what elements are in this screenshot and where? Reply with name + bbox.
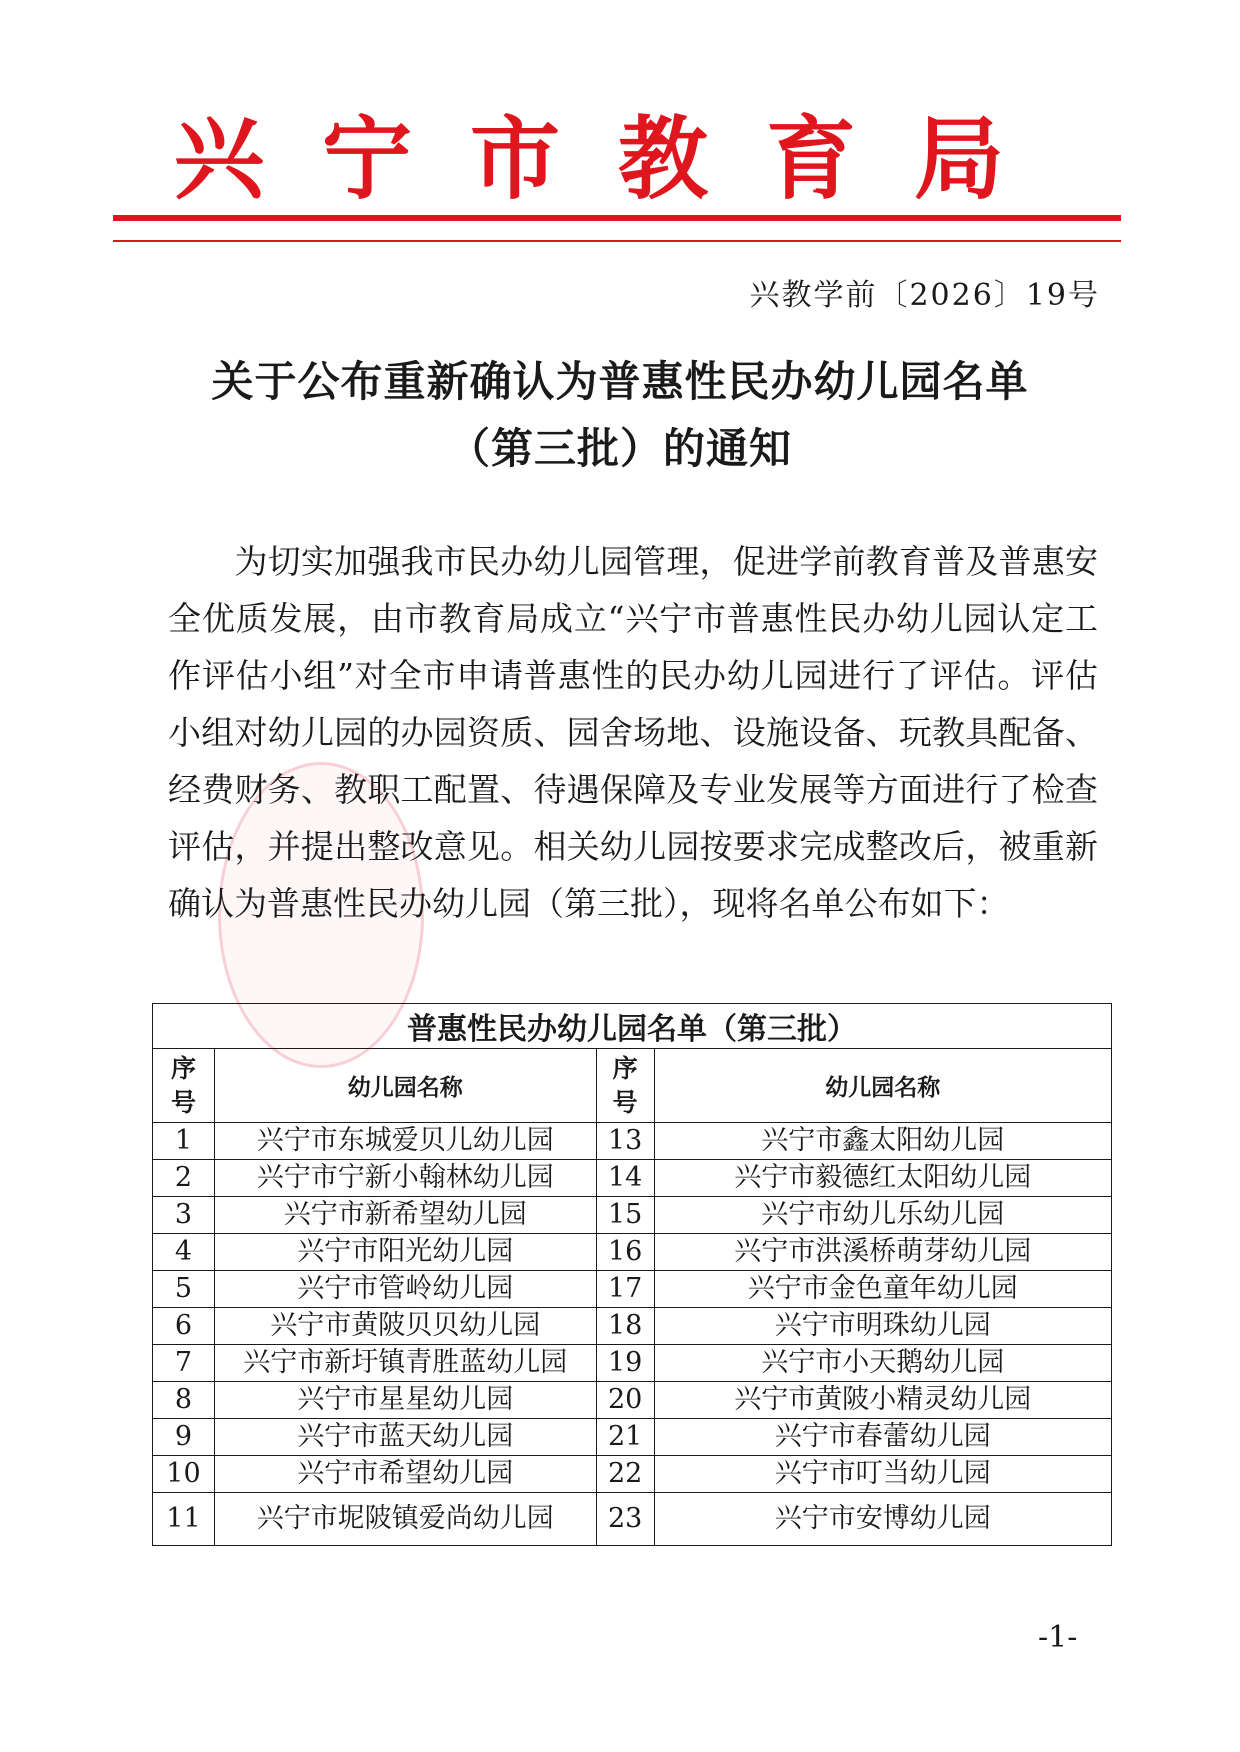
body-line: 经费财务、教职工配置、待遇保障及专业发展等方面进行了检查 [168, 770, 1098, 809]
name-cell: 兴宁市坭陂镇爱尚幼儿园 [214, 1493, 596, 1546]
name-cell: 兴宁市春蕾幼儿园 [654, 1419, 1111, 1456]
page-number: -1- [1038, 1620, 1078, 1655]
seq-cell: 20 [596, 1382, 654, 1419]
body-line: 作评估小组”对全市申请普惠性的民办幼儿园进行了评估。评估 [168, 656, 1098, 695]
seq-cell: 11 [153, 1493, 215, 1546]
seq-cell: 21 [596, 1419, 654, 1456]
table-body [153, 1123, 1112, 1546]
document-number: 兴教学前〔2026〕19号 [749, 278, 1100, 313]
name-cell: 兴宁市洪溪桥萌芽幼儿园 [654, 1234, 1111, 1271]
name-cell: 兴宁市宁新小翰林幼儿园 [214, 1160, 596, 1197]
name-cell: 兴宁市安博幼儿园 [654, 1493, 1111, 1546]
seq-cell: 19 [596, 1345, 654, 1382]
seq-cell: 6 [153, 1308, 215, 1345]
seq-cell: 4 [153, 1234, 215, 1271]
seq-cell: 2 [153, 1160, 215, 1197]
name-cell: 兴宁市东城爱贝儿幼儿园 [214, 1123, 596, 1160]
table-row [153, 1271, 1112, 1308]
name-cell: 兴宁市阳光幼儿园 [214, 1234, 596, 1271]
name-cell: 兴宁市新希望幼儿园 [214, 1197, 596, 1234]
seq-cell: 18 [596, 1308, 654, 1345]
seq-cell: 23 [596, 1493, 654, 1546]
table-row [153, 1123, 1112, 1160]
name-cell: 兴宁市新圩镇青胜蓝幼儿园 [214, 1345, 596, 1382]
table-row [153, 1308, 1112, 1345]
seq-cell: 1 [153, 1123, 215, 1160]
name-cell: 兴宁市希望幼儿园 [214, 1456, 596, 1493]
document-title-line-2: （第三批）的通知 [447, 424, 792, 473]
table-row [153, 1382, 1112, 1419]
table-row [153, 1234, 1112, 1271]
name-cell: 兴宁市叮当幼儿园 [654, 1456, 1111, 1493]
kindergarten-list-table [152, 1003, 1112, 1546]
name-cell: 兴宁市鑫太阳幼儿园 [654, 1123, 1111, 1160]
body-line: 全优质发展，由市教育局成立“兴宁市普惠性民办幼儿园认定工 [168, 599, 1098, 638]
letterhead-org-name: 兴宁市教育局 [174, 107, 1062, 212]
seq-cell: 8 [153, 1382, 215, 1419]
table-row [153, 1160, 1112, 1197]
seq-cell: 22 [596, 1456, 654, 1493]
column-header-name: 幼儿园名称 [654, 1049, 1111, 1123]
seq-cell: 16 [596, 1234, 654, 1271]
table-title: 普惠性民办幼儿园名单（第三批） [153, 1004, 1112, 1049]
seq-cell: 7 [153, 1345, 215, 1382]
name-cell: 兴宁市金色童年幼儿园 [654, 1271, 1111, 1308]
seq-cell: 17 [596, 1271, 654, 1308]
name-cell: 兴宁市幼儿乐幼儿园 [654, 1197, 1111, 1234]
name-cell: 兴宁市蓝天幼儿园 [214, 1419, 596, 1456]
body-line: 确认为普惠性民办幼儿园（第三批），现将名单公布如下： [168, 884, 1010, 923]
body-line: 小组对幼儿园的办园资质、园舍场地、设施设备、玩教具配备、 [168, 713, 1098, 752]
column-header-seq: 序 号 [596, 1049, 654, 1123]
table-row [153, 1493, 1112, 1546]
name-cell: 兴宁市黄陂贝贝幼儿园 [214, 1308, 596, 1345]
name-cell: 兴宁市明珠幼儿园 [654, 1308, 1111, 1345]
seq-cell: 5 [153, 1271, 215, 1308]
seq-cell: 9 [153, 1419, 215, 1456]
body-line: 评估，并提出整改意见。相关幼儿园按要求完成整改后，被重新 [168, 827, 1098, 866]
letterhead-rule-thick [113, 215, 1121, 221]
document-title-line-1: 关于公布重新确认为普惠性民办幼儿园名单 [211, 357, 1029, 406]
column-header-seq: 序 号 [153, 1049, 215, 1123]
name-cell: 兴宁市管岭幼儿园 [214, 1271, 596, 1308]
table-row [153, 1419, 1112, 1456]
seq-cell: 14 [596, 1160, 654, 1197]
column-header-name: 幼儿园名称 [214, 1049, 596, 1123]
name-cell: 兴宁市毅德红太阳幼儿园 [654, 1160, 1111, 1197]
seq-cell: 15 [596, 1197, 654, 1234]
seq-cell: 10 [153, 1456, 215, 1493]
table-row [153, 1197, 1112, 1234]
name-cell: 兴宁市黄陂小精灵幼儿园 [654, 1382, 1111, 1419]
seq-cell: 3 [153, 1197, 215, 1234]
name-cell: 兴宁市小天鹅幼儿园 [654, 1345, 1111, 1382]
table-row [153, 1345, 1112, 1382]
letterhead-rule-thin [113, 240, 1121, 242]
seq-cell: 13 [596, 1123, 654, 1160]
name-cell: 兴宁市星星幼儿园 [214, 1382, 596, 1419]
table-row [153, 1456, 1112, 1493]
body-line: 为切实加强我市民办幼儿园管理，促进学前教育普及普惠安 [168, 542, 1098, 581]
